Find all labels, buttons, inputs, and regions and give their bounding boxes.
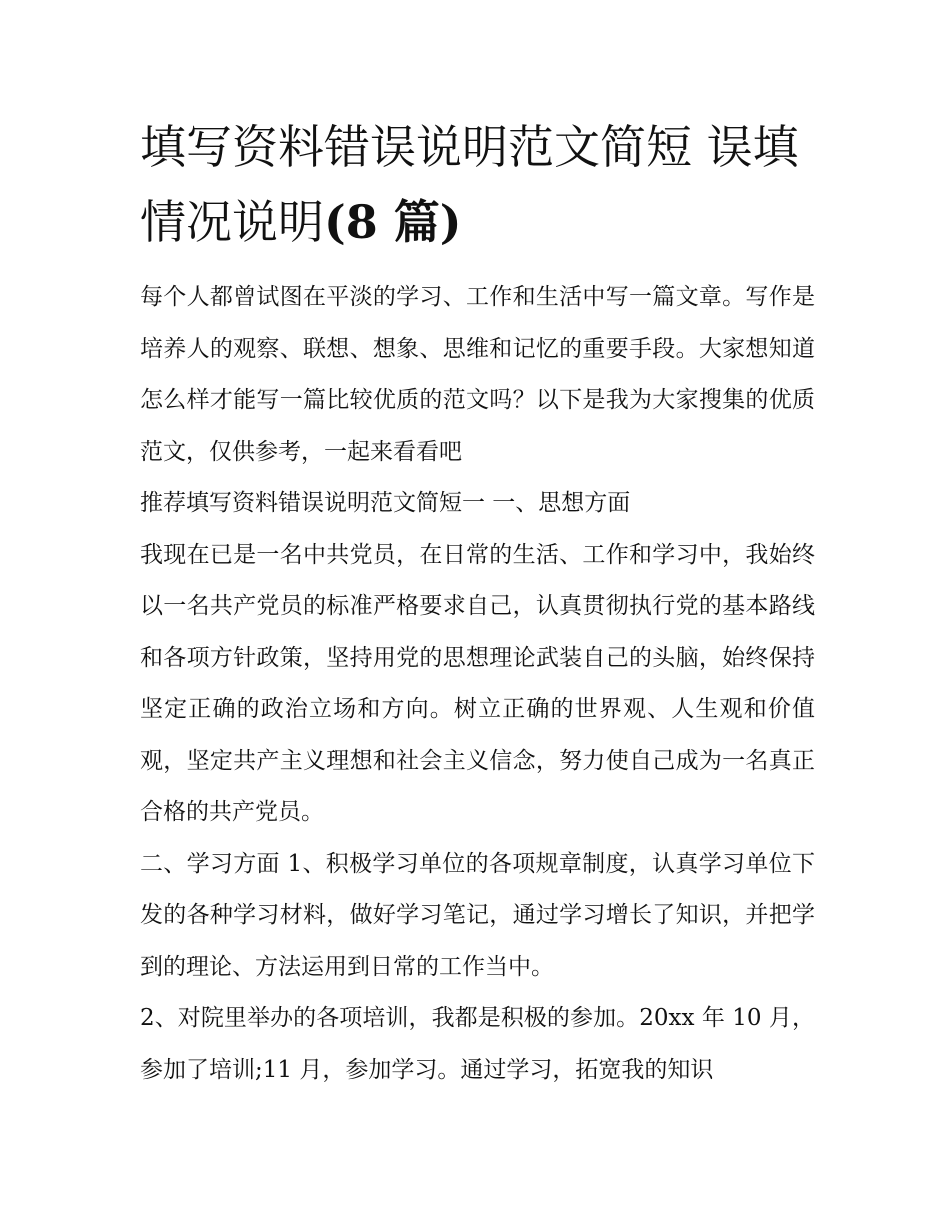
document-title [140,110,815,260]
paragraph-training: 2、对院里举办的各项培训，我都是积极的参加。20xx 年 10 月，参加了培训;11 月，参加学习。通过学习，拓宽我的知识 [140,1005,815,1083]
paragraph-thought: 我现在已是一名中共党员，在日常的生活、工作和学习中，我始终以一名共产党员的标准严格要求自己，认真贯彻执行党的基本路线和各项方针政策，坚持用党的思想理论武装自己的头脑，始终保持坚定正确的政治立场和方向。树立正确的世界观、人生观和价值观，坚定共产主义理想和社会主义信念，努力使自己成为一名真正合格的共产党员。 [140,541,815,825]
title-text: 填写资料错误说明范文简短 误填情况说明 [140,120,799,249]
paragraph-heading: 推荐填写资料错误说明范文简短一 一、思想方面 [140,490,631,516]
paragraph-intro: 每个人都曾试图在平淡的学习、工作和生活中写一篇文章。写作是培养人的观察、联想、想象、思维和记忆的重要手段。大家想知道怎么样才能写一篇比较优质的范文吗？以下是我为大家搜集的优质范文，仅供参考，一起来看看吧 [140,284,815,465]
document-body [140,272,815,1096]
title-count: (8 篇) [324,195,462,249]
paragraph-study: 二、学习方面 1、积极学习单位的各项规章制度，认真学习单位下发的各种学习材料，做好学习笔记，通过学习增长了知识，并把学到的理论、方法运用到日常的工作当中。 [140,850,815,980]
document-page [140,110,815,1096]
